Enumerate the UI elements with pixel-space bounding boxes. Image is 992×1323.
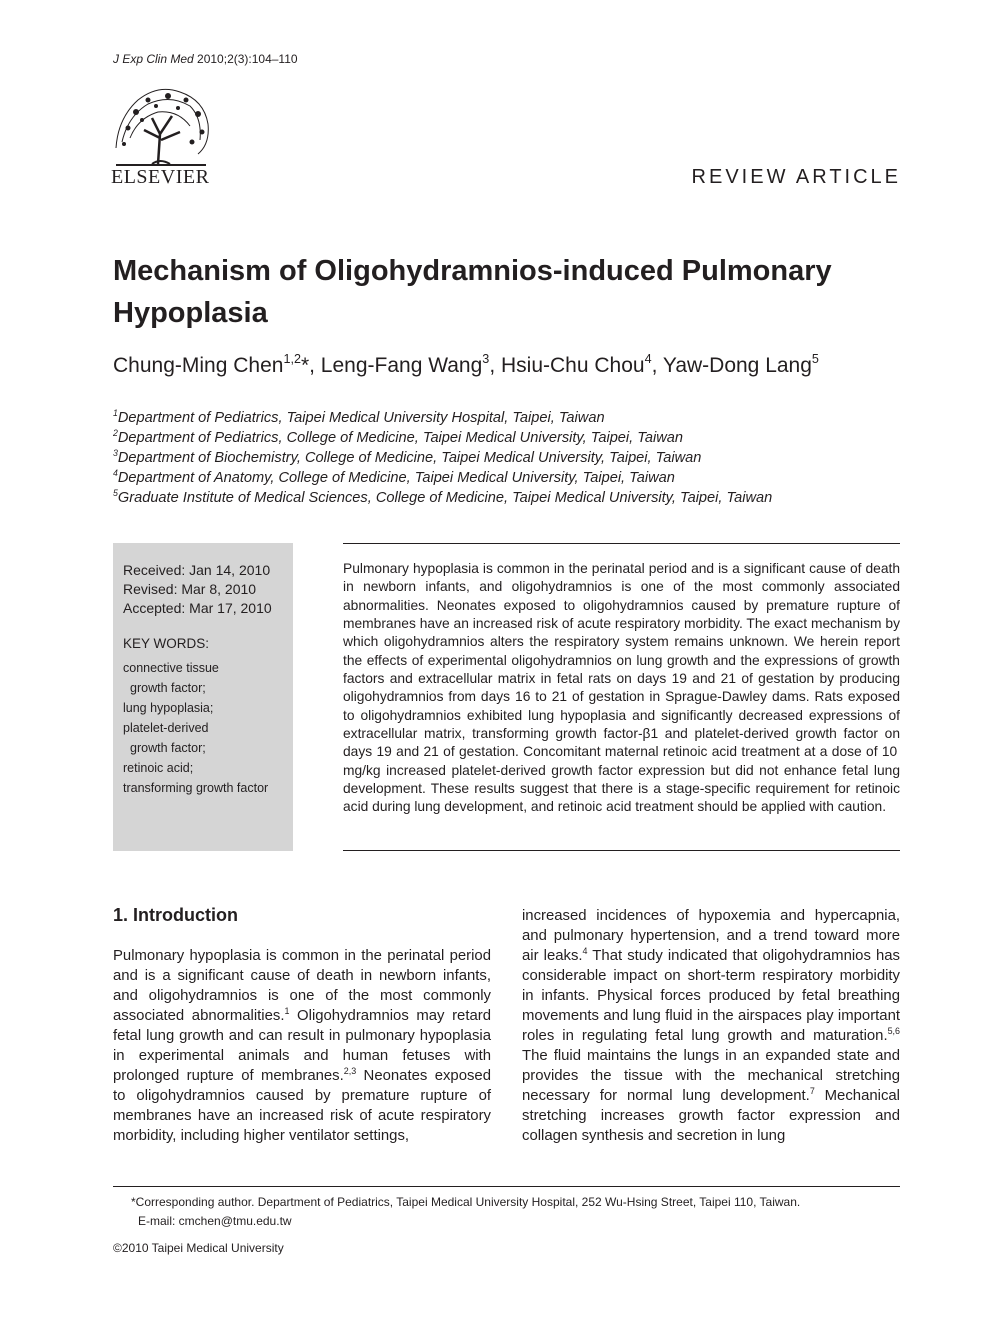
keyword-item: retinoic acid;	[123, 761, 194, 775]
author-2: Leng-Fang Wang$^3$,	[320, 352, 501, 377]
keywords-heading: KEY WORDS:	[123, 636, 210, 651]
footnote-rule	[113, 1186, 900, 1187]
corresponding-author-footnote	[131, 1193, 800, 1231]
accepted-date: Accepted: Mar 17, 2010	[123, 600, 272, 616]
corresponding-author-text: *Corresponding author. Department of Pediatrics, Taipei Medical University Hospital, 252 Wu-Hsing Street, Taipei 110, Taiwan.	[131, 1195, 801, 1209]
article-dates	[123, 561, 272, 618]
article-info-sidebar	[113, 543, 293, 851]
publisher-name: ELSEVIER	[111, 166, 210, 188]
body-column-left: Pulmonary hypoplasia is common in the perinatal period and is a significant cause of death in newborn infants, and oligohydramnios is one of the most commonly associated abnormalities.$^1$ Oligohydramnios may retard fetal lung growth and can result in pulmonary hypoplasia in experimental animals and human fetuses with prolonged rupture of membranes.$^{2,3}$ Neonates exposed to oligohydramnios caused by premature rupture of membranes have an increased risk of acute respiratory morbidity, including higher ventilator settings,	[113, 948, 491, 1144]
journal-name: J Exp Clin Med	[113, 52, 194, 66]
keyword-item: transforming growth factor	[123, 781, 269, 795]
journal-volume: 2010;2(3):104–110	[193, 52, 298, 66]
keywords-list	[123, 658, 268, 798]
keyword-item: connective tissue	[123, 661, 219, 675]
author-3: Hsiu-Chu Chou$^4$,	[500, 352, 663, 377]
author-1: Chung-Ming Chen$^{1,2}$*,	[113, 352, 321, 377]
article-type-label: REVIEW ARTICLE	[691, 166, 901, 188]
abstract-top-rule	[343, 543, 900, 544]
section-heading-introduction: 1. Introduction	[113, 905, 238, 925]
article-title: Mechanism of Oligohydramnios-induced Pulmonary Hypoplasia	[113, 255, 832, 329]
author-4: Yaw-Dong Lang$^5$	[662, 352, 819, 377]
journal-reference	[113, 52, 298, 66]
revised-date: Revised: Mar 8, 2010	[123, 581, 257, 597]
author-list	[113, 354, 819, 378]
received-date: Received: Jan 14, 2010	[123, 562, 271, 578]
keyword-item: platelet-derived	[123, 721, 209, 735]
keyword-item: growth factor;	[130, 741, 206, 755]
keyword-item: lung hypoplasia;	[123, 701, 214, 715]
affiliation-3: $^3$Department of Biochemistry, College of Medicine, Taipei Medical University, Taipei, Taiwan	[113, 447, 702, 466]
affiliation-4: $^4$Department of Anatomy, College of Medicine, Taipei Medical University, Taipei, Taiwan	[113, 467, 675, 486]
affiliation-1: $^1$Department of Pediatrics, Taipei Medical University Hospital, Taipei, Taiwan	[113, 407, 605, 426]
body-column-right: increased incidences of hypoxemia and hypercapnia, and pulmonary hypertension, and a trend toward more air leaks.$^4$ That study indicated that oligohydramnios has considerable impact on short-term respiratory morbidity in infants. Physical forces produced by fetal breathing movements and lung fluid in the airspaces play important roles in regulating fetal lung growth and maturation.$^{5,6}$ The fluid maintains the lungs in an expanded state and provides the tissue with the mechanical stretching necessary for normal lung development.$^7$ Mechanical stretching increases growth factor expression and collagen synthesis and secretion in lung	[522, 908, 900, 1144]
corresponding-email: E-mail: cmchen@tmu.edu.tw	[138, 1214, 292, 1228]
affiliation-5: $^5$Graduate Institute of Medical Sciences, College of Medicine, Taipei Medical University, Taipei, Taiwan	[113, 487, 773, 506]
affiliation-2: $^2$Department of Pediatrics, College of Medicine, Taipei Medical University, Taipei, Taiwan	[113, 427, 683, 446]
abstract-text: Pulmonary hypoplasia is common in the perinatal period and is a significant cause of death in newborn infants, and oligohydramnios is one of the most commonly associated abnormalities. Neonates exposed to oligohydramnios caused by premature rupture of membranes have an increased risk of acute respiratory morbidity. The exact mechanism by which oligohydramnios alters the respiratory system remains unknown. We herein report the effects of experimental oligohydramnios on lung growth and the expressions of growth factors and extracellular matrix in fetal rats on days 19 and 21 of gestation by producing oligohydramnios from days 16 to 21 of gestation in Sprague-Dawley dams. Rats exposed to oligohydramnios exhibited lung hypoplasia and significantly decreased expressions of extracellular matrix, transforming growth factor-β1 and platelet-derived growth factor on days 19 and 21 of gestation. Concomitant maternal retinoic acid treatment at a dose of 10 mg/kg increased platelet-derived growth factor expression but did not enhance fetal lung development. These results suggest that there is a stage-specific requirement for retinoic acid during lung development, and retinoic acid treatment should be applied with caution.	[343, 561, 900, 815]
copyright-notice: ©2010 Taipei Medical University	[113, 1241, 284, 1255]
abstract-bottom-rule	[343, 850, 900, 851]
keyword-item: growth factor;	[130, 681, 206, 695]
affiliation-list	[113, 408, 772, 508]
